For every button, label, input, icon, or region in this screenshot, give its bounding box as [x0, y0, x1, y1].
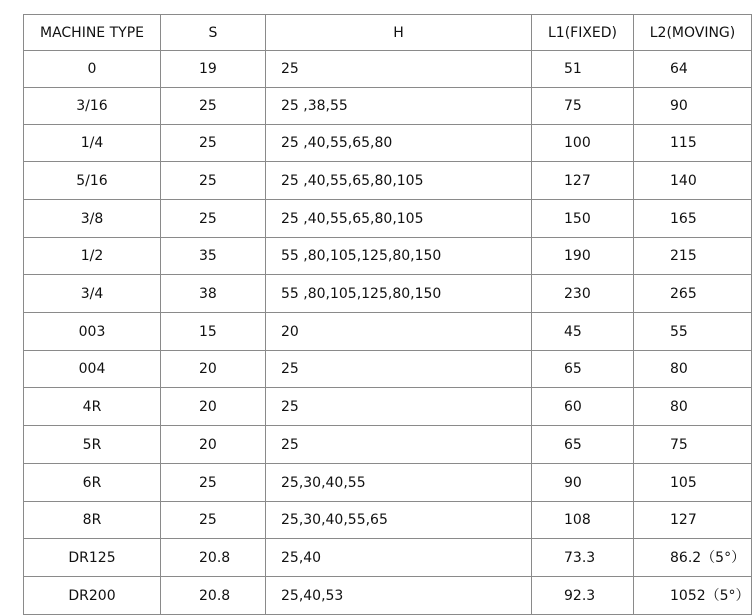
cell-machine-type: 1/2 — [24, 238, 161, 275]
cell-machine-type: 0 — [24, 51, 161, 88]
cell-h: 25 ,38,55 — [266, 88, 532, 125]
cell-s: 20 — [161, 388, 266, 426]
cell-s: 20.8 — [161, 577, 266, 615]
table-body — [24, 51, 752, 615]
cell-l2: 105 — [634, 464, 752, 502]
cell-h: 25 — [266, 388, 532, 426]
cell-machine-type: 8R — [24, 502, 161, 539]
cell-l1: 45 — [532, 313, 634, 351]
cell-l2: 140 — [634, 162, 752, 200]
table-row — [24, 88, 752, 125]
cell-l1: 230 — [532, 275, 634, 313]
cell-l1: 190 — [532, 238, 634, 275]
cell-l1: 92.3 — [532, 577, 634, 615]
cell-s: 25 — [161, 125, 266, 162]
cell-machine-type: 1/4 — [24, 125, 161, 162]
table-row — [24, 426, 752, 464]
cell-l1: 51 — [532, 51, 634, 88]
cell-l1: 65 — [532, 426, 634, 464]
cell-l1: 100 — [532, 125, 634, 162]
header-machine-type: MACHINE TYPE — [24, 15, 161, 51]
cell-h: 25 — [266, 426, 532, 464]
table-row — [24, 313, 752, 351]
cell-h: 55 ,80,105,125,80,150 — [266, 275, 532, 313]
cell-l2: 127 — [634, 502, 752, 539]
cell-h: 55 ,80,105,125,80,150 — [266, 238, 532, 275]
header-h: H — [266, 15, 532, 51]
cell-s: 35 — [161, 238, 266, 275]
cell-l1: 73.3 — [532, 539, 634, 577]
cell-machine-type: 3/8 — [24, 200, 161, 238]
header-l2: L2(MOVING) — [634, 15, 752, 51]
table-row — [24, 388, 752, 426]
cell-machine-type: 6R — [24, 464, 161, 502]
table-row — [24, 275, 752, 313]
table-row — [24, 464, 752, 502]
cell-l1: 127 — [532, 162, 634, 200]
machine-spec-table — [23, 14, 752, 615]
cell-machine-type: 004 — [24, 351, 161, 388]
table-row — [24, 502, 752, 539]
cell-l2: 115 — [634, 125, 752, 162]
cell-l2: 90 — [634, 88, 752, 125]
cell-s: 20 — [161, 426, 266, 464]
table-row — [24, 577, 752, 615]
cell-l2: 215 — [634, 238, 752, 275]
cell-machine-type: 003 — [24, 313, 161, 351]
cell-s: 20 — [161, 351, 266, 388]
cell-s: 19 — [161, 51, 266, 88]
cell-l2: 75 — [634, 426, 752, 464]
cell-machine-type: 3/16 — [24, 88, 161, 125]
cell-machine-type: 5/16 — [24, 162, 161, 200]
cell-l2: 165 — [634, 200, 752, 238]
header-l1: L1(FIXED) — [532, 15, 634, 51]
cell-h: 20 — [266, 313, 532, 351]
cell-h: 25 — [266, 351, 532, 388]
cell-s: 38 — [161, 275, 266, 313]
table-row — [24, 351, 752, 388]
cell-l2: 265 — [634, 275, 752, 313]
header-row — [24, 15, 752, 51]
cell-s: 25 — [161, 200, 266, 238]
cell-s: 25 — [161, 88, 266, 125]
cell-l1: 108 — [532, 502, 634, 539]
cell-machine-type: DR200 — [24, 577, 161, 615]
table-row — [24, 162, 752, 200]
table-row — [24, 539, 752, 577]
cell-machine-type: 5R — [24, 426, 161, 464]
cell-h: 25,30,40,55,65 — [266, 502, 532, 539]
cell-h: 25 ,40,55,65,80,105 — [266, 162, 532, 200]
header-s: S — [161, 15, 266, 51]
table-row — [24, 200, 752, 238]
cell-s: 25 — [161, 162, 266, 200]
cell-l2: 64 — [634, 51, 752, 88]
cell-l1: 150 — [532, 200, 634, 238]
cell-l2: 1052（5°） — [634, 577, 752, 615]
cell-s: 25 — [161, 502, 266, 539]
cell-l1: 90 — [532, 464, 634, 502]
table-row — [24, 51, 752, 88]
table-row — [24, 238, 752, 275]
cell-h: 25 ,40,55,65,80,105 — [266, 200, 532, 238]
cell-s: 15 — [161, 313, 266, 351]
cell-machine-type: 3/4 — [24, 275, 161, 313]
cell-h: 25,40,53 — [266, 577, 532, 615]
cell-l1: 65 — [532, 351, 634, 388]
cell-h: 25,30,40,55 — [266, 464, 532, 502]
cell-l2: 80 — [634, 388, 752, 426]
cell-l1: 60 — [532, 388, 634, 426]
cell-l2: 55 — [634, 313, 752, 351]
cell-s: 25 — [161, 464, 266, 502]
table-row — [24, 125, 752, 162]
cell-s: 20.8 — [161, 539, 266, 577]
cell-l2: 80 — [634, 351, 752, 388]
cell-h: 25,40 — [266, 539, 532, 577]
cell-h: 25 — [266, 51, 532, 88]
cell-l2: 86.2（5°） — [634, 539, 752, 577]
cell-l1: 75 — [532, 88, 634, 125]
cell-machine-type: DR125 — [24, 539, 161, 577]
cell-machine-type: 4R — [24, 388, 161, 426]
cell-h: 25 ,40,55,65,80 — [266, 125, 532, 162]
